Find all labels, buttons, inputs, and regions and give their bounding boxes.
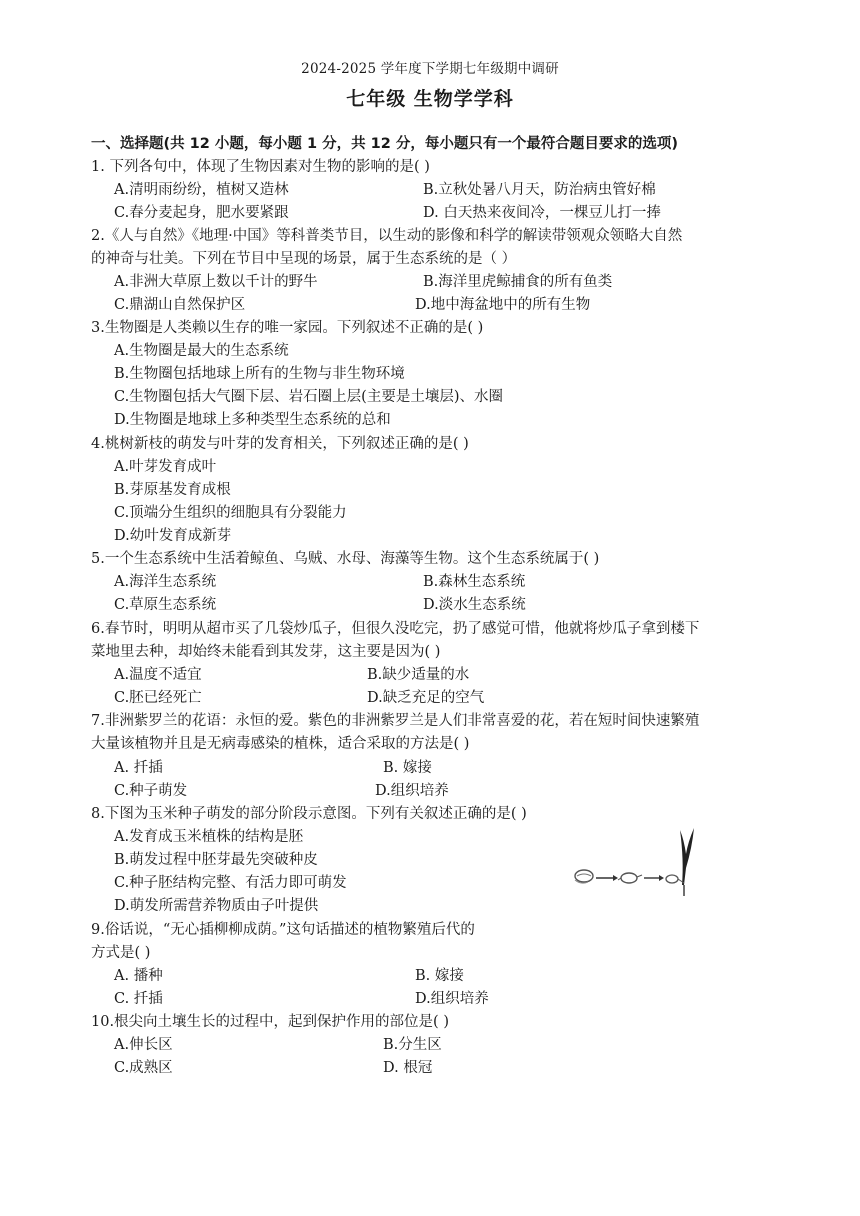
section-heading: 一、选择题(共 12 小题，每小题 1 分，共 12 分，每小题只有一个最符合题目要求的选项) — [91, 136, 678, 152]
question-5-stem: 5.一个生态系统中生活着鲸鱼、乌贼、水母、海藻等生物。这个生态系统属于( ) — [91, 551, 600, 567]
question-3-option-c: C.生物圈包括大气圈下层、岩石圈上层(主要是土壤层)、水圈 — [114, 389, 503, 405]
question-10-stem: 10.根尖向土壤生长的过程中，起到保护作用的部位是( ) — [91, 1014, 449, 1030]
question-7-option-c: C.种子萌发 — [114, 783, 188, 799]
question-3-stem: 3.生物圈是人类赖以生存的唯一家园。下列叙述不正确的是( ) — [91, 320, 484, 336]
page-title: 七年级 生物学学科 — [346, 88, 514, 110]
question-10-option-d: D. 根冠 — [383, 1060, 433, 1076]
question-7-stem-line-1: 7.非洲紫罗兰的花语：永恒的爱。紫色的非洲紫罗兰是人们非常喜爱的花，若在短时间快速繁殖 — [91, 713, 700, 729]
question-2-option-d: D.地中海盆地中的所有生物 — [415, 297, 591, 313]
question-5-option-a: A.海洋生态系统 — [114, 574, 217, 590]
question-4-stem: 4.桃树新枝的萌发与叶芽的发育相关，下列叙述正确的是( ) — [91, 436, 469, 452]
question-1-option-b: B.立秋处暑八月天，防治病虫管好棉 — [423, 182, 656, 198]
question-5-option-c: C.草原生态系统 — [114, 597, 217, 613]
question-2-option-b: B.海洋里虎鲸捕食的所有鱼类 — [423, 274, 613, 290]
question-2-option-a: A.非洲大草原上数以千计的野牛 — [114, 274, 318, 290]
question-8-option-d: D.萌发所需营养物质由子叶提供 — [114, 898, 319, 914]
question-6-option-d: D.缺乏充足的空气 — [367, 690, 485, 706]
question-4-option-a: A.叶芽发育成叶 — [114, 459, 217, 475]
question-6-stem-line-2: 菜地里去种，却始终未能看到其发芽，这主要是因为( ) — [91, 644, 441, 660]
seed-stage-2-icon — [618, 873, 642, 883]
question-5-option-b: B.森林生态系统 — [423, 574, 526, 590]
seedling-stage-3-icon — [666, 828, 694, 896]
question-3-option-b: B.生物圈包括地球上所有的生物与非生物环境 — [114, 366, 405, 382]
question-1-option-c: C.春分麦起身，肥水要紧跟 — [114, 205, 289, 221]
question-3-option-a: A.生物圈是最大的生态系统 — [114, 343, 289, 359]
question-6-option-b: B.缺少适量的水 — [367, 667, 470, 683]
corn-germination-figure — [572, 823, 702, 898]
question-8-option-a: A.发育成玉米植株的结构是胚 — [114, 829, 304, 845]
exam-header: 2024-2025 学年度下学期七年级期中调研 — [301, 61, 559, 77]
seed-stage-1-icon — [575, 870, 593, 883]
question-1-stem: 1. 下列各句中，体现了生物因素对生物的影响的是( ) — [91, 159, 430, 175]
question-8-stem: 8.下图为玉米种子萌发的部分阶段示意图。下列有关叙述正确的是( ) — [91, 806, 527, 822]
question-3-option-d: D.生物圈是地球上多种类型生态系统的总和 — [114, 412, 391, 428]
question-4-option-b: B.芽原基发育成根 — [114, 482, 231, 498]
question-10-option-c: C.成熟区 — [114, 1060, 173, 1076]
question-1-option-d: D. 白天热来夜间冷，一棵豆儿打一捧 — [423, 205, 661, 221]
question-2-stem-line-2: 的神奇与壮美。下列在节目中呈现的场景，属于生态系统的是（ ） — [91, 251, 517, 267]
question-6-option-c: C.胚已经死亡 — [114, 690, 202, 706]
question-8-option-c: C.种子胚结构完整、有活力即可萌发 — [114, 875, 347, 891]
question-9-option-a: A. 播种 — [114, 968, 163, 984]
question-8-option-b: B.萌发过程中胚芽最先突破种皮 — [114, 852, 318, 868]
question-9-stem-line-2: 方式是( ) — [91, 945, 151, 961]
question-9-option-b: B. 嫁接 — [415, 968, 464, 984]
question-7-stem-line-2: 大量该植物并且是无病毒感染的植株，适合采取的方法是( ) — [91, 736, 470, 752]
question-10-option-a: A.伸长区 — [114, 1037, 173, 1053]
question-1-option-a: A.清明雨纷纷，植树又造林 — [114, 182, 289, 198]
question-7-option-b: B. 嫁接 — [383, 760, 432, 776]
question-6-option-a: A.温度不适宜 — [114, 667, 202, 683]
question-4-option-c: C.顶端分生组织的细胞具有分裂能力 — [114, 505, 347, 521]
question-4-option-d: D.幼叶发育成新芽 — [114, 528, 232, 544]
question-6-stem-line-1: 6.春节时，明明从超市买了几袋炒瓜子，但很久没吃完，扔了感觉可惜，他就将炒瓜子拿到楼下 — [91, 621, 700, 637]
question-2-option-c: C.鼎湖山自然保护区 — [114, 297, 246, 313]
question-10-option-b: B.分生区 — [383, 1037, 442, 1053]
question-9-stem-line-1: 9.俗话说，“无心插柳柳成荫。”这句话描述的植物繁殖后代的 — [91, 922, 475, 938]
arrow-1-icon — [596, 875, 618, 881]
question-2-stem-line-1: 2.《人与自然》《地理·中国》等科普类节目，以生动的影像和科学的解读带领观众领略大自然 — [91, 228, 683, 244]
question-9-option-d: D.组织培养 — [415, 991, 489, 1007]
question-9-option-c: C. 扦插 — [114, 991, 163, 1007]
question-7-option-a: A. 扦插 — [114, 760, 163, 776]
question-5-option-d: D.淡水生态系统 — [423, 597, 526, 613]
arrow-2-icon — [644, 875, 664, 881]
question-7-option-d: D.组织培养 — [375, 783, 449, 799]
